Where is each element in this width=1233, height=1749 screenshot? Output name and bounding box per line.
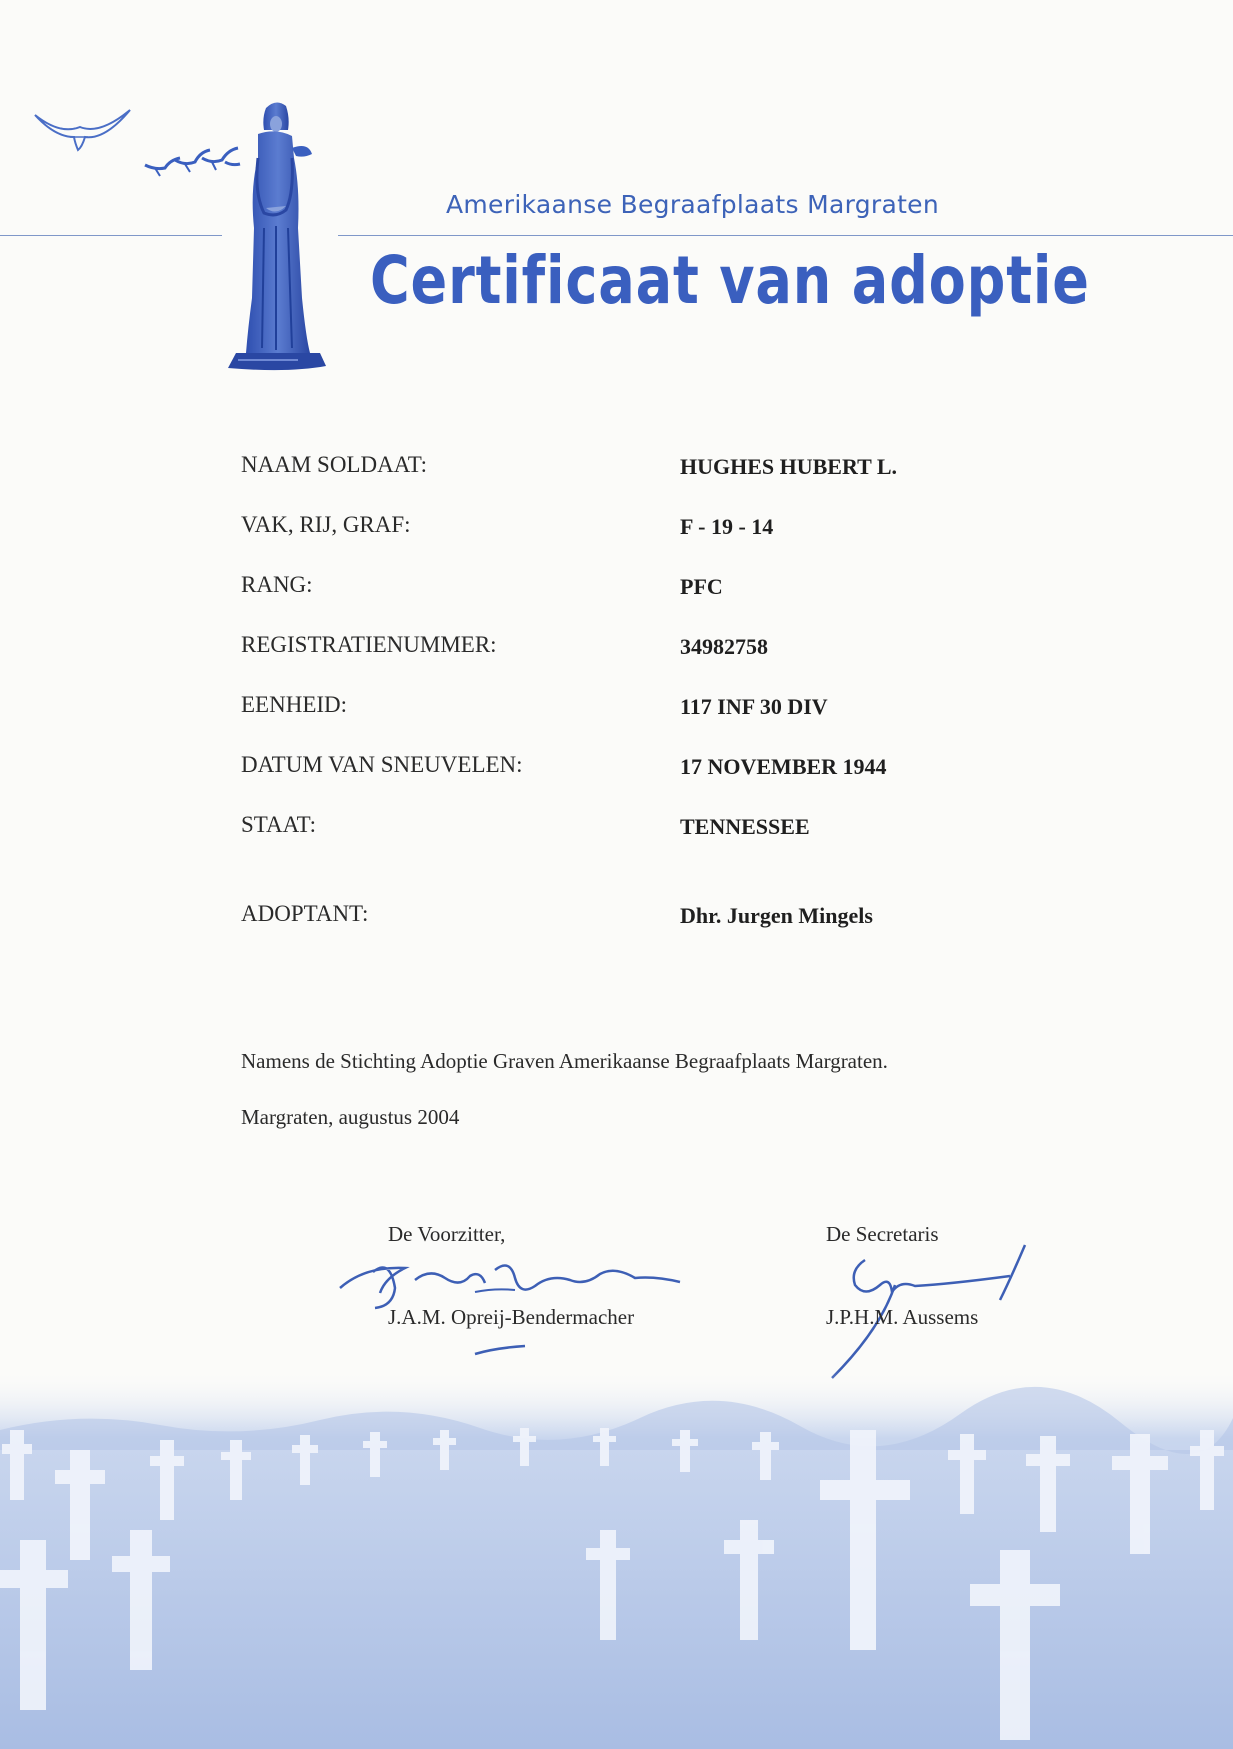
field-value-plot-row-grave: F - 19 - 14 xyxy=(680,514,774,539)
field-value-date-of-death: 17 NOVEMBER 1944 xyxy=(680,754,887,779)
header-rule-left xyxy=(0,235,222,236)
chair-name: J.A.M. Opreij-Bendermacher xyxy=(388,1305,635,1329)
field-label-adoptant: ADOPTANT: xyxy=(241,901,369,926)
field-label-registration-number: REGISTRATIENUMMER: xyxy=(241,632,497,657)
certificate-title: Certificaat van adoptie xyxy=(370,242,1090,319)
field-label-plot-row-grave: VAK, RIJ, GRAF: xyxy=(241,512,411,537)
cemetery-name: Amerikaanse Begraafplaats Margraten xyxy=(446,190,940,219)
chair-signature xyxy=(335,1248,705,1358)
chair-title: De Voorzitter, xyxy=(388,1222,506,1246)
field-value-rank: PFC xyxy=(680,574,723,599)
field-value-state: TENNESSEE xyxy=(680,814,810,839)
header-rule-right xyxy=(338,235,1233,236)
field-value-adoptant: Dhr. Jurgen Mingels xyxy=(680,903,873,928)
field-label-state: STAAT: xyxy=(241,812,316,837)
field-label-date-of-death: DATUM VAN SNEUVELEN: xyxy=(241,752,523,777)
dove-icon xyxy=(30,105,140,155)
foundation-statement: Namens de Stichting Adoptie Graven Amerikaanse Begraafplaats Margraten. xyxy=(241,1049,888,1073)
secretary-title: De Secretaris xyxy=(826,1222,939,1246)
field-label-unit: EENHEID: xyxy=(241,692,348,717)
field-label-soldier-name: NAAM SOLDAAT: xyxy=(241,452,428,477)
field-value-unit: 117 INF 30 DIV xyxy=(680,694,828,719)
cemetery-crosses-icon xyxy=(0,1370,1233,1749)
secretary-name: J.P.H.M. Aussems xyxy=(826,1305,979,1329)
field-value-registration-number: 34982758 xyxy=(680,634,768,659)
field-value-soldier-name: HUGHES HUBERT L. xyxy=(680,454,898,479)
statue-icon xyxy=(228,98,338,373)
place-and-date: Margraten, augustus 2004 xyxy=(241,1105,460,1129)
field-label-rank: RANG: xyxy=(241,572,313,597)
